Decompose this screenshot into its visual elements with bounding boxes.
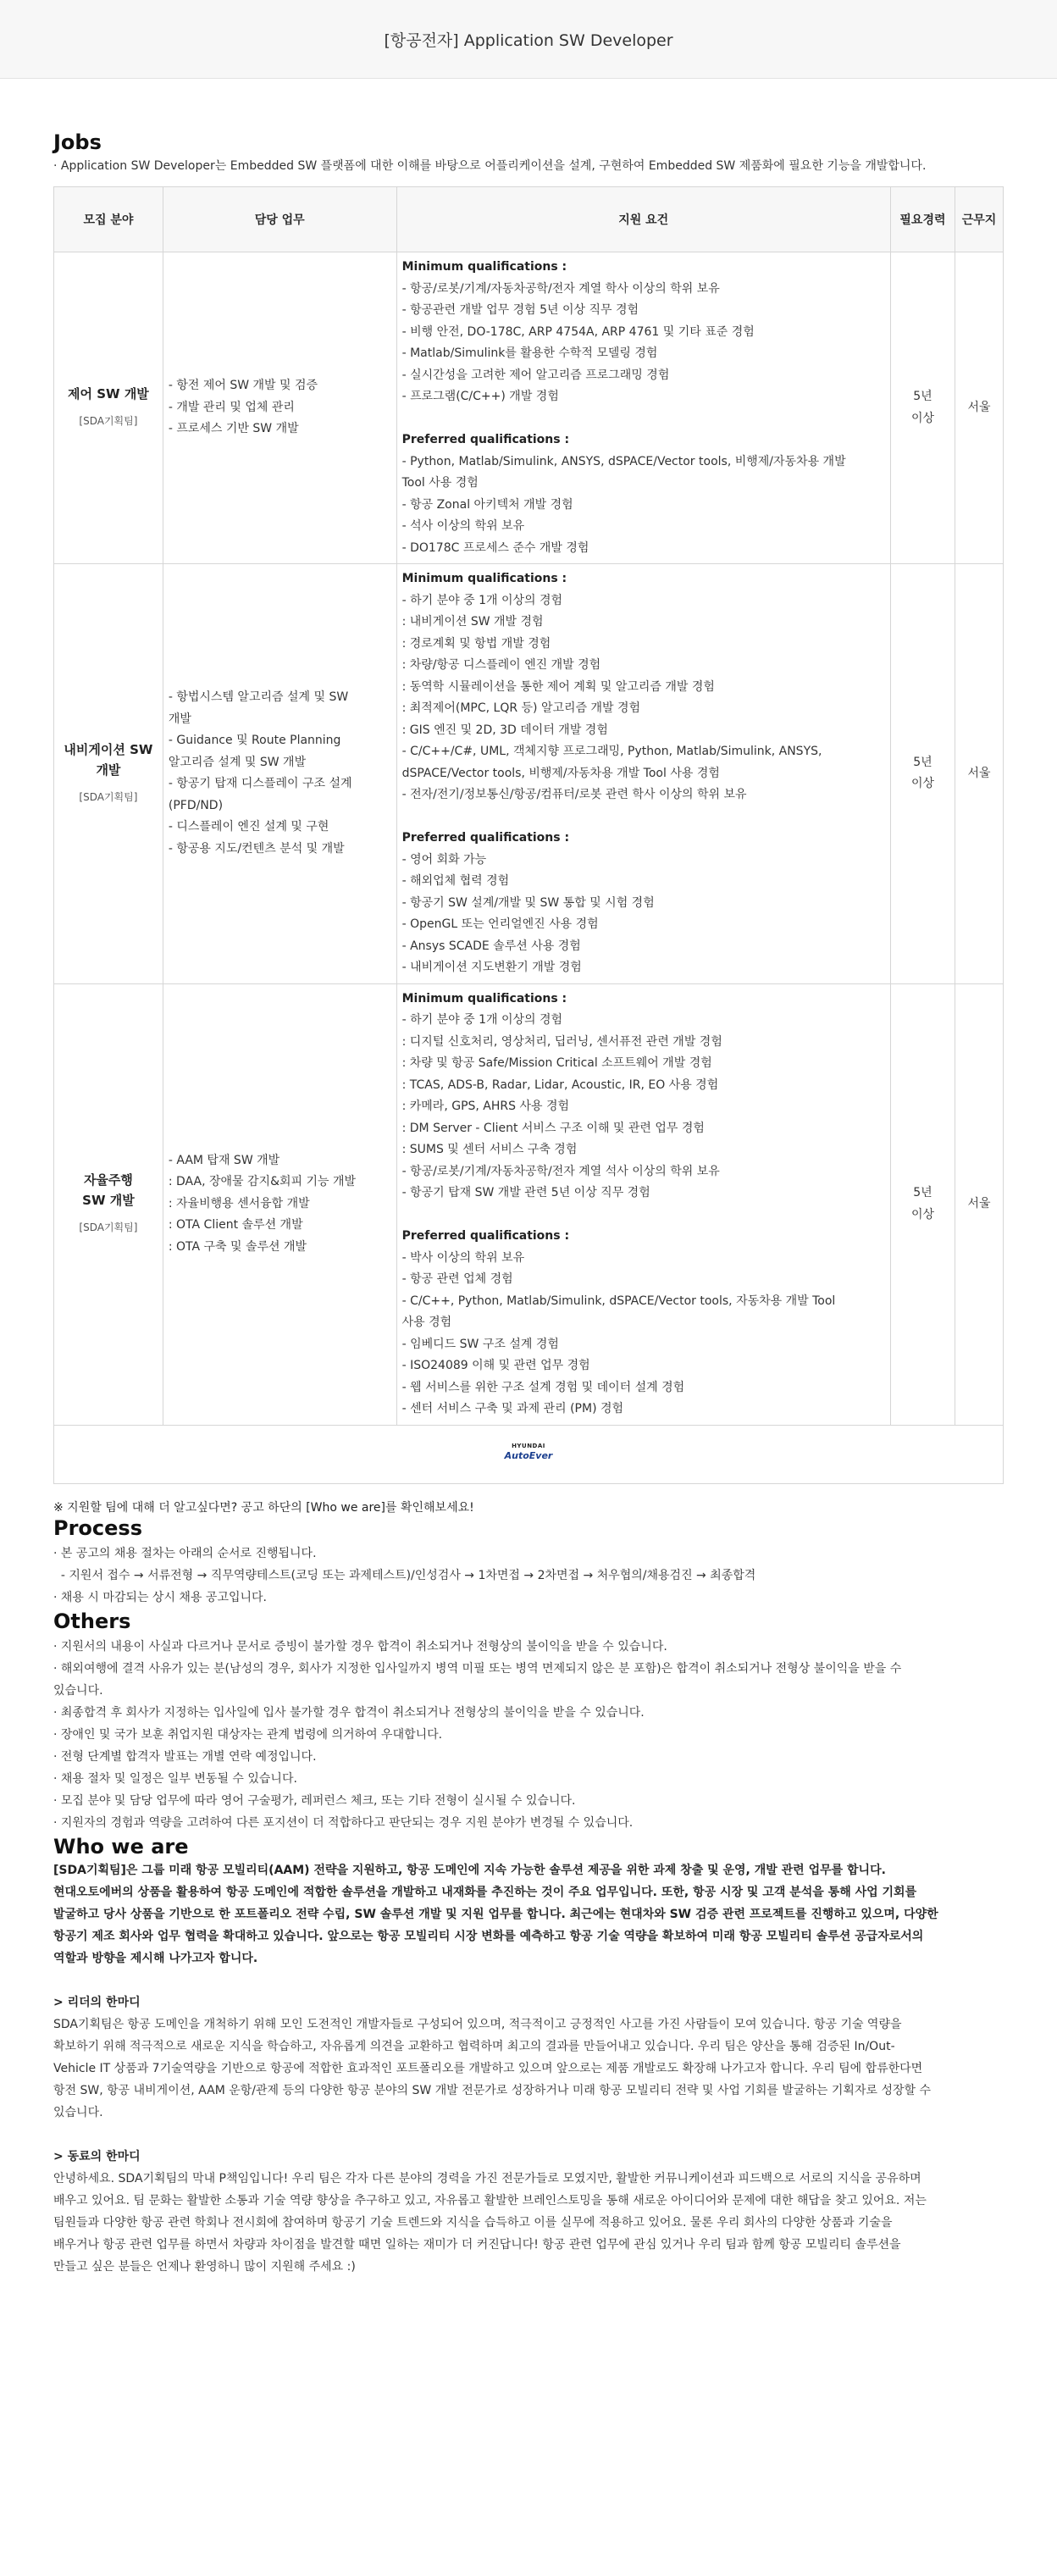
duty-line: - 프로세스 기반 SW 개발 xyxy=(168,422,299,436)
position-cell xyxy=(54,252,163,564)
team-intro-line: 발굴하고 당사 상품을 기반으로 한 포트폴리오 전략 수립, SW 솔루션 개발 및 지원 업무를 합니다. 최근에는 현대차와 SW 검증 관련 프로젝트를 진행하고 있으며, 다양한 xyxy=(53,1907,938,1921)
duty-line: : DAA, 장애물 감지&회피 기능 개발 xyxy=(168,1175,357,1189)
qualification-line: - 항공기 SW 설계/개발 및 SW 통합 및 시험 경험 xyxy=(401,895,655,910)
duty-line: - 디스플레이 엔진 설계 및 구현 xyxy=(168,820,329,834)
position-name-line: 자율주행 xyxy=(83,1172,133,1188)
position-name-line: 내비게이션 SW xyxy=(64,741,153,757)
duty-line: - Guidance 및 Route Planning xyxy=(168,734,341,748)
team-notice: ※ 지원할 팀에 대해 더 알고싶다면? 공고 하단의 [Who we are]를 확인해보세요! xyxy=(53,1500,474,1515)
qualification-line: - 항공/로봇/기계/자동차공학/전자 계열 학사 이상의 학위 보유 xyxy=(401,281,720,296)
qualification-line: : 동역학 시뮬레이션을 통한 제어 계획 및 알고리즘 개발 경험 xyxy=(401,679,715,694)
qualification-line: - Matlab/Simulink를 활용한 수학적 모델링 경험 xyxy=(401,346,658,360)
requirements-cell xyxy=(396,564,890,984)
duty-line: - AAM 탑재 SW 개발 xyxy=(168,1153,280,1167)
process-item: · 채용 시 마감되는 상시 채용 공고입니다. xyxy=(53,1590,267,1604)
qualification-line: - 전자/전기/정보통신/항공/컴퓨터/로봇 관련 학사 이상의 학위 보유 xyxy=(401,788,747,801)
team-intro-line: [SDA기획팀]은 그룹 미래 항공 모빌리티(AAM) 전략을 지원하고, 항공 도메인에 지속 가능한 솔루션 제공을 위한 과제 창출 및 운영, 개발 관련 업무를 합니다. xyxy=(53,1863,886,1877)
qualification-line: : 내비게이션 SW 개발 경험 xyxy=(401,615,544,629)
qualification-line: 사용 경험 xyxy=(401,1316,452,1329)
spacer xyxy=(402,806,885,828)
others-item: · 지원서의 내용이 사실과 다르거나 문서로 증빙이 불가할 경우 합격이 취소되거나 전형상의 불이익을 받을 수 있습니다. xyxy=(53,1639,667,1654)
table-header-row xyxy=(54,187,1004,252)
leader-line: 확보하기 위해 적극적으로 새로운 지식을 학습하고, 자유롭게 의견을 교환하고 협력하며 최고의 결과를 만들어내고 있습니다. 우리 팀은 양산을 통해 검증된 In/Out- xyxy=(53,2039,895,2053)
preferred-qualifications-heading: Preferred qualifications : xyxy=(401,433,570,446)
column-header: 모집 분야 xyxy=(54,187,163,252)
spacer xyxy=(402,1205,885,1227)
peer-line: 팀원들과 다양한 항공 관련 학회나 전시회에 참여하며 항공기 기술 트렌드와 지식을 습득하고 이를 실무에 적용하고 있어요. 물론 우리 회사의 다양한 상품과 기술을 xyxy=(53,2215,893,2230)
team-intro-line: 항공기 제조 회사와 업무 협력을 확대하고 있습니다. 앞으로는 항공 모빌리티 시장 변화를 예측하고 항공 기술 역량을 확보하여 미래 항공 모빌리티 솔루션 공급자로서의 xyxy=(53,1929,924,1943)
location-cell: 서울 xyxy=(955,983,1004,1425)
duty-line: : OTA 구축 및 솔루션 개발 xyxy=(168,1239,307,1254)
position-cell xyxy=(54,983,163,1425)
qualification-line: : 차량 및 항공 Safe/Mission Critical 소프트웨어 개발 경험 xyxy=(401,1056,712,1070)
qualification-line: : 카메라, GPS, AHRS 사용 경험 xyxy=(401,1100,570,1113)
others-item: · 최종합격 후 회사가 지정하는 입사일에 입사 불가할 경우 합격이 취소되거나 전형상의 불이익을 받을 수 있습니다. xyxy=(53,1705,645,1720)
requirements-cell xyxy=(396,252,890,564)
team-intro-line: 현대오토에버의 상품을 활용하여 항공 도메인에 적합한 솔루션을 개발하고 내재화를 추진하는 것이 주요 업무입니다. 또한, 항공 시장 및 고객 분석을 통해 사업 기회를 xyxy=(53,1885,917,1899)
qualification-line: - 항공/로봇/기계/자동차공학/전자 계열 석사 이상의 학위 보유 xyxy=(401,1164,720,1178)
duty-line: - 항공용 지도/컨텐츠 분석 및 개발 xyxy=(168,841,345,856)
qualification-line: - 박사 이상의 학위 보유 xyxy=(401,1250,525,1265)
qualification-line: dSPACE/Vector tools, 비행제/자동차용 개발 Tool 사용 경험 xyxy=(401,766,720,780)
qualification-line: - 실시간성을 고려한 제어 알고리즘 프로그래밍 경험 xyxy=(401,368,670,382)
duties-cell xyxy=(163,564,396,984)
duty-line: 개발 xyxy=(168,712,191,726)
others-item: · 장애인 및 국가 보훈 취업지원 대상자는 관계 법령에 의거하여 우대합니다. xyxy=(53,1727,443,1742)
qualification-line: : DM Server - Client 서비스 구조 이해 및 관련 업무 경험 xyxy=(401,1121,705,1135)
qualification-line: - Ansys SCADE 솔루션 사용 경험 xyxy=(401,939,581,953)
duty-line: (PFD/ND) xyxy=(168,798,224,812)
leader-message xyxy=(53,2014,1004,2124)
minimum-qualifications-heading: Minimum qualifications : xyxy=(401,991,567,1005)
logo-row xyxy=(54,1425,1004,1483)
page-header xyxy=(0,0,1057,79)
position-name xyxy=(55,1170,162,1210)
experience-cell xyxy=(890,252,955,564)
position-team: [SDA기획팀] xyxy=(79,414,138,427)
qualification-line: - 비행 안전, DO-178C, ARP 4754A, ARP 4761 및 기타 표준 경험 xyxy=(401,324,755,339)
qualification-line: - 센터 서비스 구축 및 과제 관리 (PM) 경험 xyxy=(401,1402,624,1415)
others-item: · 해외여행에 결격 사유가 있는 분(남성의 경우, 회사가 지정한 입사일까지 병역 미필 또는 병역 면제되지 않은 분 포함)은 합격이 취소되거나 전형상 불이익을 받을 수 xyxy=(53,1661,902,1676)
qualification-line: : 차량/항공 디스플레이 엔진 개발 경험 xyxy=(401,658,601,672)
process-list xyxy=(53,1543,1004,1609)
qualification-line: : GIS 엔진 및 2D, 3D 데이터 개발 경험 xyxy=(401,723,608,737)
qualification-line: - 영어 회화 가능 xyxy=(401,852,487,867)
jobs-intro: · Application SW Developer는 Embedded SW 플랫폼에 대한 이해를 바탕으로 어플리케이션을 설계, 구현하여 Embedded SW 제품화에 필요한 기능을 개발합니다. xyxy=(53,159,927,173)
qualification-line: - 하기 분야 중 1개 이상의 경험 xyxy=(401,1013,563,1027)
others-item: · 모집 분야 및 담당 업무에 따라 영어 구술평가, 레퍼런스 체크, 또는 기타 전형이 실시될 수 있습니다. xyxy=(53,1793,576,1808)
table-row xyxy=(54,983,1004,1425)
requirements-cell xyxy=(396,983,890,1425)
logo-line-1: HYUNDAI xyxy=(512,1442,545,1449)
preferred-qualifications-heading: Preferred qualifications : xyxy=(401,831,570,845)
minimum-qualifications-heading: Minimum qualifications : xyxy=(401,572,567,585)
peer-heading: > 동료의 한마디 xyxy=(53,2149,141,2163)
process-item: - 지원서 접수 → 서류전형 → 직무역량테스트(코딩 또는 과제테스트)/인성검사 → 1차면접 → 2차면접 → 처우협의/채용검진 → 최종합격 xyxy=(53,1568,756,1582)
table-row xyxy=(54,564,1004,984)
location-cell: 서울 xyxy=(955,564,1004,984)
duties-cell xyxy=(163,983,396,1425)
qualification-line: : 디지털 신호처리, 영상처리, 딥러닝, 센서퓨전 관련 개발 경험 xyxy=(401,1034,722,1049)
column-header: 지원 요건 xyxy=(396,187,890,252)
spacer xyxy=(402,408,885,430)
others-item: · 채용 절차 및 일정은 일부 변동될 수 있습니다. xyxy=(53,1771,297,1786)
duty-line: - 항법시스템 알고리즘 설계 및 SW xyxy=(168,690,349,705)
position-name-line: 개발 xyxy=(96,762,121,778)
qualification-line: - C/C++, Python, Matlab/Simulink, dSPACE/Vector tools, 자동차용 개발 Tool xyxy=(401,1294,836,1308)
qualification-line: - 웹 서비스를 위한 구조 설계 경험 및 데이터 설계 경험 xyxy=(401,1380,685,1394)
qualification-line: - 항공 Zonal 아키텍처 개발 경험 xyxy=(401,497,573,512)
leader-line: 항전 SW, 항공 내비게이션, AAM 운항/관제 등의 다양한 항공 분야의 SW 개발 전문가로 성장하거나 미래 항공 모빌리티 전략 및 사업 기회를 발굴하는 기획자로 성장할 수 xyxy=(53,2083,931,2097)
qualification-line: - OpenGL 또는 언리얼엔진 사용 경험 xyxy=(401,917,599,931)
experience-line: 5년 xyxy=(913,755,932,769)
table-row xyxy=(54,252,1004,564)
jobs-table-body xyxy=(54,252,1004,1484)
duty-line: : 자율비행용 센서융합 개발 xyxy=(168,1196,310,1210)
leader-heading: > 리더의 한마디 xyxy=(53,1995,141,2009)
peer-line: 만들고 싶은 분들은 언제나 환영하니 많이 지원해 주세요 :) xyxy=(53,2259,356,2274)
peer-line: 안녕하세요. SDA기획팀의 막내 P책임입니다! 우리 팀은 각자 다른 분야의 경력을 가진 전문가들로 모였지만, 활발한 커뮤니케이션과 피드백으로 서로의 지식을 공유하며 xyxy=(53,2171,921,2185)
jobs-heading: Jobs xyxy=(53,130,102,154)
minimum-qualifications-heading: Minimum qualifications : xyxy=(401,260,567,274)
peer-line: 배우거나 항공 관련 업무를 하면서 차량과 차이점을 발견할 때면 일하는 재미가 더 커진답니다! 항공 관련 업무에 관심 있거나 우리 팀과 함께 항공 모빌리티 솔루션을 xyxy=(53,2237,901,2252)
qualification-line: - 하기 분야 중 1개 이상의 경험 xyxy=(401,593,563,607)
duty-line: - 항공기 탑재 디스플레이 구조 설계 xyxy=(168,777,352,791)
qualification-line: : 경로계획 및 항법 개발 경험 xyxy=(401,636,551,651)
qualification-line: : 최적제어(MPC, LQR 등) 알고리즘 개발 경험 xyxy=(401,701,641,715)
leader-line: Vehicle IT 상품과 7기술역량을 기반으로 항공에 적합한 효과적인 포트폴리오를 개발하고 있으며 앞으로는 제품 개발로도 확장해 나가고자 합니다. 우리 팀에 합류한다면 xyxy=(53,2061,923,2075)
duty-line: 알고리즘 설계 및 SW 개발 xyxy=(168,755,307,769)
qualification-line: - 항공 관련 업체 경험 xyxy=(401,1272,513,1286)
duty-line: - 개발 관리 및 업체 관리 xyxy=(168,400,295,414)
qualification-line: : SUMS 및 센터 서비스 구축 경험 xyxy=(401,1143,578,1156)
qualification-line: - 임베디드 SW 구조 설계 경험 xyxy=(401,1337,559,1351)
position-team: [SDA기획팀] xyxy=(79,1221,138,1233)
peer-line: 배우고 있어요. 팀 문화는 활발한 소통과 기술 역량 향상을 추구하고 있고, 자유롭고 활발한 브레인스토밍을 통해 새로운 아이디어와 문제에 대한 해답을 찾고 있어요. 저는 xyxy=(53,2193,927,2208)
leader-line: 있습니다. xyxy=(53,2105,103,2119)
others-item: 있습니다. xyxy=(53,1683,103,1698)
jobs-table xyxy=(53,186,1004,1484)
position-name-line: SW 개발 xyxy=(82,1192,135,1208)
experience-line: 5년 xyxy=(913,390,932,403)
others-item: · 전형 단계별 합격자 발표는 개별 연락 예정입니다. xyxy=(53,1749,317,1764)
page-title: [항공전자] Application SW Developer xyxy=(384,30,673,50)
others-item: · 지원자의 경험과 역량을 고려하여 다른 포지션이 더 적합하다고 판단되는 경우 지원 분야가 변경될 수 있습니다. xyxy=(53,1815,634,1830)
position-team: [SDA기획팀] xyxy=(79,790,138,803)
qualification-line: : TCAS, ADS-B, Radar, Lidar, Acoustic, IR, EO 사용 경험 xyxy=(401,1077,719,1092)
hyundai-autoever-logo xyxy=(505,1442,553,1460)
leader-line: SDA기획팀은 항공 도메인을 개척하기 위해 모인 도전적인 개발자들로 구성되어 있으며, 적극적이고 긍정적인 사고를 가진 사람들이 모여 있습니다. 항공 기술 역량을 xyxy=(53,2017,902,2031)
column-header: 담당 업무 xyxy=(163,187,396,252)
duty-line: : OTA Client 솔루션 개발 xyxy=(168,1218,303,1233)
qualification-line: - ISO24089 이해 및 관련 업무 경험 xyxy=(401,1359,590,1372)
qualification-line: - 내비게이션 지도변환기 개발 경험 xyxy=(401,961,582,974)
qualification-line: - 석사 이상의 학위 보유 xyxy=(401,519,525,533)
process-heading: Process xyxy=(53,1515,142,1540)
column-header: 근무지 xyxy=(955,187,1004,252)
experience-line: 이상 xyxy=(910,411,934,425)
others-heading: Others xyxy=(53,1609,131,1633)
experience-cell xyxy=(890,983,955,1425)
qualification-line: - 해외업체 협력 경험 xyxy=(401,874,510,888)
qualification-line: - 항공기 탑재 SW 개발 관련 5년 이상 직무 경험 xyxy=(401,1186,650,1199)
duties-cell xyxy=(163,252,396,564)
peer-message xyxy=(53,2168,1004,2278)
position-cell xyxy=(54,564,163,984)
qualification-line: - 항공관련 개발 업무 경험 5년 이상 직무 경험 xyxy=(401,303,639,317)
others-list xyxy=(53,1636,1004,1834)
qualification-line: - Python, Matlab/Simulink, ANSYS, dSPACE/Vector tools, 비행제/자동차용 개발 xyxy=(401,454,846,468)
team-intro-line: 역할과 방향을 제시해 나가고자 합니다. xyxy=(53,1951,258,1965)
preferred-qualifications-heading: Preferred qualifications : xyxy=(401,1229,570,1243)
qualification-line: - 프로그램(C/C++) 개발 경험 xyxy=(401,390,559,403)
qualification-line: - DO178C 프로세스 준수 개발 경험 xyxy=(401,540,589,555)
experience-line: 이상 xyxy=(910,1207,934,1222)
location-cell: 서울 xyxy=(955,252,1004,564)
qualification-line: Tool 사용 경험 xyxy=(401,476,479,490)
logo-cell xyxy=(54,1425,1004,1483)
experience-line: 5년 xyxy=(913,1186,932,1199)
main-content xyxy=(0,79,1057,2278)
team-intro xyxy=(53,1859,1004,1969)
position-name-line: 제어 SW 개발 xyxy=(68,385,149,402)
qualification-line: - C/C++/C#, UML, 객체지향 프로그래밍, Python, Matlab/Simulink, ANSYS, xyxy=(401,745,822,758)
logo-line-2: AutoEver xyxy=(504,1449,553,1461)
duty-line: - 항전 제어 SW 개발 및 검증 xyxy=(168,379,318,393)
experience-cell xyxy=(890,564,955,984)
who-we-are-heading: Who we are xyxy=(53,1834,189,1859)
position-name xyxy=(55,740,162,780)
position-name xyxy=(55,384,162,404)
column-header: 필요경력 xyxy=(890,187,955,252)
process-item: · 본 공고의 채용 절차는 아래의 순서로 진행됩니다. xyxy=(53,1546,317,1560)
experience-line: 이상 xyxy=(910,777,934,791)
